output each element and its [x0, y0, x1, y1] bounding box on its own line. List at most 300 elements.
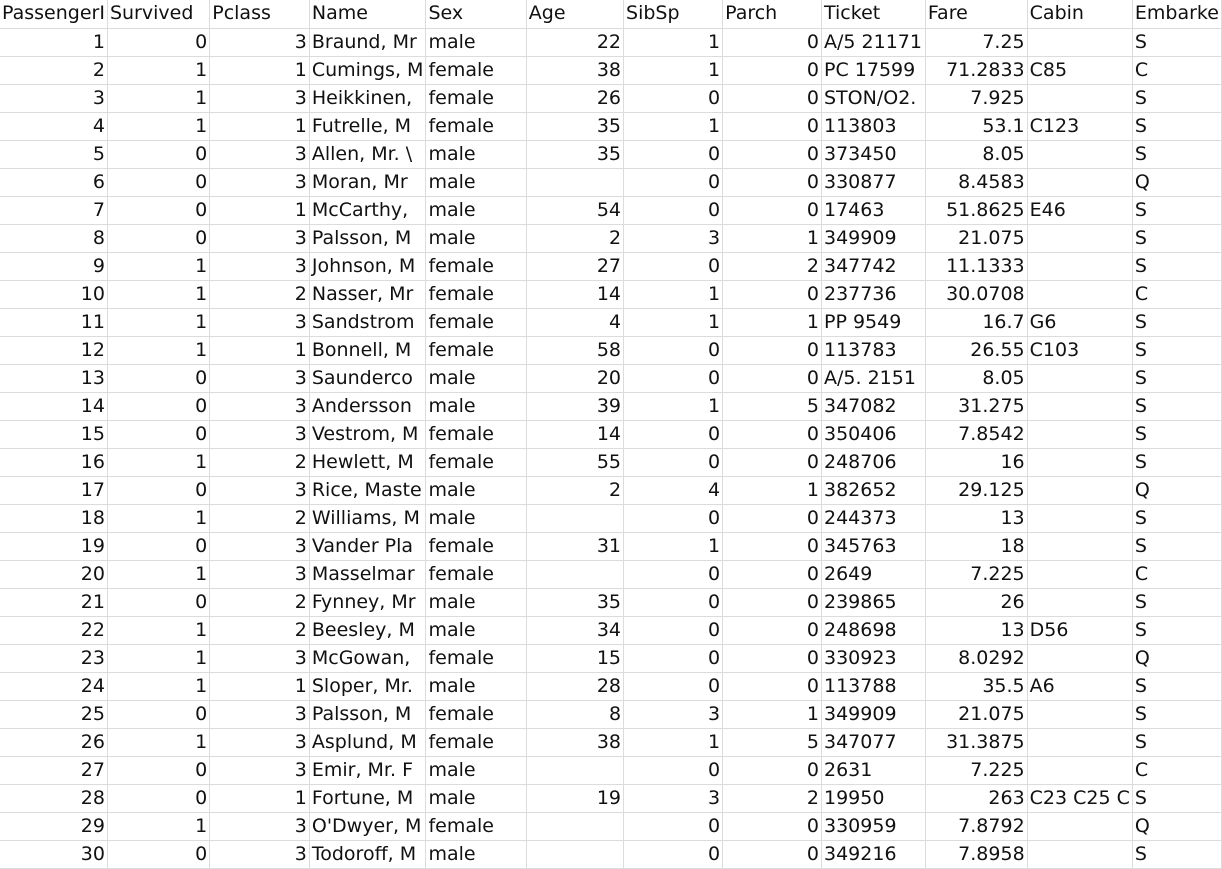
column-header-cell[interactable]: Name [309, 0, 426, 28]
table-cell[interactable]: 3 [210, 308, 310, 336]
table-cell[interactable]: 0 [723, 756, 822, 784]
table-cell[interactable]: S [1132, 224, 1221, 252]
table-cell[interactable] [1027, 280, 1132, 308]
table-cell[interactable]: 1 [624, 56, 723, 84]
table-cell[interactable]: 25 [0, 700, 107, 728]
table-cell[interactable]: 26 [925, 588, 1027, 616]
table-cell[interactable] [1027, 448, 1132, 476]
table-cell[interactable]: Todoroff, M [309, 840, 426, 868]
table-cell[interactable]: 12 [0, 336, 107, 364]
table-cell[interactable]: 0 [107, 224, 209, 252]
table-cell[interactable]: 373450 [822, 140, 926, 168]
table-cell[interactable]: C [1132, 56, 1221, 84]
table-cell[interactable] [1027, 224, 1132, 252]
table-cell[interactable]: 5 [0, 140, 107, 168]
table-cell[interactable]: 13 [0, 364, 107, 392]
table-cell[interactable]: 349909 [822, 224, 926, 252]
table-cell[interactable]: 26 [526, 84, 623, 112]
table-cell[interactable]: male [426, 476, 526, 504]
table-cell[interactable]: 1 [210, 196, 310, 224]
table-cell[interactable]: S [1132, 532, 1221, 560]
table-cell[interactable]: C [1132, 560, 1221, 588]
table-cell[interactable]: 7 [0, 196, 107, 224]
table-cell[interactable]: 1 [210, 56, 310, 84]
table-cell[interactable]: 1 [210, 336, 310, 364]
table-cell[interactable]: 3 [210, 140, 310, 168]
table-cell[interactable]: S [1132, 784, 1221, 812]
table-cell[interactable]: S [1132, 448, 1221, 476]
table-cell[interactable]: 71.2833 [925, 56, 1027, 84]
table-cell[interactable]: 31.3875 [925, 728, 1027, 756]
table-cell[interactable]: female [426, 56, 526, 84]
table-cell[interactable]: Fortune, M [309, 784, 426, 812]
table-cell[interactable]: 1 [107, 448, 209, 476]
table-cell[interactable]: S [1132, 392, 1221, 420]
table-cell[interactable] [1027, 532, 1132, 560]
table-cell[interactable]: 22 [0, 616, 107, 644]
table-cell[interactable]: 9 [0, 252, 107, 280]
table-cell[interactable]: 8.4583 [925, 168, 1027, 196]
table-cell[interactable]: 1 [723, 308, 822, 336]
table-cell[interactable]: 0 [107, 588, 209, 616]
table-cell[interactable]: 0 [624, 168, 723, 196]
table-cell[interactable]: PP 9549 [822, 308, 926, 336]
table-cell[interactable]: 1 [107, 560, 209, 588]
table-cell[interactable]: STON/O2. [822, 84, 926, 112]
table-cell[interactable]: Beesley, M [309, 616, 426, 644]
table-cell[interactable]: 0 [624, 644, 723, 672]
table-cell[interactable]: 350406 [822, 420, 926, 448]
table-cell[interactable] [526, 504, 623, 532]
table-cell[interactable]: female [426, 644, 526, 672]
table-cell[interactable]: 14 [0, 392, 107, 420]
table-cell[interactable]: 0 [723, 672, 822, 700]
table-cell[interactable]: 2 [526, 476, 623, 504]
table-cell[interactable]: 3 [210, 728, 310, 756]
column-header-cell[interactable]: Age [526, 0, 623, 28]
table-cell[interactable]: Moran, Mr [309, 168, 426, 196]
table-cell[interactable]: 0 [107, 168, 209, 196]
table-cell[interactable]: 3 [210, 756, 310, 784]
table-cell[interactable]: 330877 [822, 168, 926, 196]
table-cell[interactable]: 6 [0, 168, 107, 196]
table-cell[interactable]: 0 [723, 588, 822, 616]
table-cell[interactable]: 0 [723, 140, 822, 168]
table-cell[interactable]: S [1132, 504, 1221, 532]
table-cell[interactable]: S [1132, 364, 1221, 392]
table-cell[interactable]: 8 [526, 700, 623, 728]
table-cell[interactable]: 16 [925, 448, 1027, 476]
table-cell[interactable]: Q [1132, 476, 1221, 504]
table-cell[interactable]: 35.5 [925, 672, 1027, 700]
table-cell[interactable]: 0 [624, 196, 723, 224]
table-cell[interactable]: 31.275 [925, 392, 1027, 420]
table-cell[interactable]: 35 [526, 112, 623, 140]
table-cell[interactable]: 7.8542 [925, 420, 1027, 448]
table-cell[interactable]: 0 [624, 812, 723, 840]
table-cell[interactable]: male [426, 840, 526, 868]
table-cell[interactable]: 1 [107, 644, 209, 672]
table-cell[interactable]: 53.1 [925, 112, 1027, 140]
table-cell[interactable]: S [1132, 840, 1221, 868]
table-cell[interactable]: 5 [723, 728, 822, 756]
table-cell[interactable]: 0 [723, 336, 822, 364]
table-cell[interactable]: 347082 [822, 392, 926, 420]
table-cell[interactable]: 17 [0, 476, 107, 504]
table-cell[interactable]: Rice, Maste [309, 476, 426, 504]
table-cell[interactable]: 113803 [822, 112, 926, 140]
table-cell[interactable]: Allen, Mr. \ [309, 140, 426, 168]
table-cell[interactable]: S [1132, 700, 1221, 728]
table-cell[interactable]: S [1132, 140, 1221, 168]
table-cell[interactable]: 382652 [822, 476, 926, 504]
table-cell[interactable]: 1 [723, 700, 822, 728]
column-header-cell[interactable]: Ticket [822, 0, 926, 28]
table-cell[interactable]: 0 [723, 28, 822, 56]
table-cell[interactable] [1027, 504, 1132, 532]
table-cell[interactable]: Futrelle, M [309, 112, 426, 140]
table-cell[interactable]: 345763 [822, 532, 926, 560]
table-cell[interactable]: 0 [624, 504, 723, 532]
table-cell[interactable]: Asplund, M [309, 728, 426, 756]
table-cell[interactable]: Vestrom, M [309, 420, 426, 448]
table-cell[interactable]: Emir, Mr. F [309, 756, 426, 784]
table-cell[interactable]: 26.55 [925, 336, 1027, 364]
table-cell[interactable]: 1 [107, 616, 209, 644]
table-cell[interactable]: 58 [526, 336, 623, 364]
table-cell[interactable]: 5 [723, 392, 822, 420]
table-cell[interactable]: 237736 [822, 280, 926, 308]
table-cell[interactable]: 1 [210, 672, 310, 700]
table-cell[interactable]: 14 [526, 280, 623, 308]
table-cell[interactable]: 4 [0, 112, 107, 140]
table-cell[interactable]: 7.225 [925, 560, 1027, 588]
table-cell[interactable]: 1 [107, 84, 209, 112]
table-cell[interactable]: 0 [107, 392, 209, 420]
table-cell[interactable]: Braund, Mr [309, 28, 426, 56]
table-cell[interactable]: 1 [107, 56, 209, 84]
table-cell[interactable]: 10 [0, 280, 107, 308]
table-cell[interactable]: 3 [210, 644, 310, 672]
table-cell[interactable]: D56 [1027, 616, 1132, 644]
table-cell[interactable]: 3 [210, 840, 310, 868]
table-cell[interactable]: 21.075 [925, 224, 1027, 252]
table-cell[interactable]: 54 [526, 196, 623, 224]
table-cell[interactable]: C23 C25 C [1027, 784, 1132, 812]
table-cell[interactable]: S [1132, 196, 1221, 224]
table-cell[interactable]: 3 [210, 84, 310, 112]
table-cell[interactable]: 349216 [822, 840, 926, 868]
table-cell[interactable]: 3 [210, 420, 310, 448]
table-cell[interactable]: male [426, 168, 526, 196]
table-cell[interactable]: S [1132, 308, 1221, 336]
table-cell[interactable]: 0 [624, 672, 723, 700]
table-cell[interactable]: female [426, 336, 526, 364]
table-cell[interactable]: 2 [0, 56, 107, 84]
table-cell[interactable]: 1 [107, 280, 209, 308]
table-cell[interactable]: 8.0292 [925, 644, 1027, 672]
table-cell[interactable]: Q [1132, 812, 1221, 840]
table-cell[interactable]: McGowan, [309, 644, 426, 672]
table-cell[interactable] [526, 756, 623, 784]
table-cell[interactable]: S [1132, 616, 1221, 644]
table-cell[interactable]: female [426, 308, 526, 336]
table-cell[interactable]: A/5 21171 [822, 28, 926, 56]
table-cell[interactable]: 3 [210, 476, 310, 504]
table-cell[interactable]: C [1132, 280, 1221, 308]
table-cell[interactable]: 38 [526, 728, 623, 756]
column-header-cell[interactable]: PassengerI [0, 0, 107, 28]
table-cell[interactable]: 330959 [822, 812, 926, 840]
table-cell[interactable]: 18 [925, 532, 1027, 560]
table-cell[interactable]: Q [1132, 168, 1221, 196]
table-cell[interactable]: female [426, 728, 526, 756]
table-cell[interactable]: female [426, 532, 526, 560]
table-cell[interactable]: 28 [526, 672, 623, 700]
table-cell[interactable]: 14 [526, 420, 623, 448]
table-cell[interactable]: 4 [526, 308, 623, 336]
table-cell[interactable]: 0 [723, 616, 822, 644]
table-cell[interactable]: 15 [0, 420, 107, 448]
column-header-cell[interactable]: Survived [107, 0, 209, 28]
table-cell[interactable]: 7.225 [925, 756, 1027, 784]
table-cell[interactable]: Sandstrom [309, 308, 426, 336]
table-cell[interactable]: 7.8958 [925, 840, 1027, 868]
table-cell[interactable]: G6 [1027, 308, 1132, 336]
table-cell[interactable]: Palsson, M [309, 700, 426, 728]
table-cell[interactable]: 0 [624, 252, 723, 280]
table-cell[interactable]: 19 [526, 784, 623, 812]
table-cell[interactable]: 1 [723, 476, 822, 504]
table-cell[interactable]: 0 [624, 448, 723, 476]
table-cell[interactable]: S [1132, 84, 1221, 112]
table-cell[interactable]: 2649 [822, 560, 926, 588]
table-cell[interactable]: 30.0708 [925, 280, 1027, 308]
table-cell[interactable]: 1 [624, 280, 723, 308]
table-cell[interactable]: Palsson, M [309, 224, 426, 252]
table-cell[interactable] [526, 812, 623, 840]
table-cell[interactable]: 30 [0, 840, 107, 868]
table-cell[interactable]: 1 [624, 112, 723, 140]
table-cell[interactable]: 39 [526, 392, 623, 420]
table-cell[interactable]: 3 [624, 700, 723, 728]
table-cell[interactable]: 0 [723, 840, 822, 868]
table-cell[interactable]: 0 [624, 336, 723, 364]
table-cell[interactable]: 3 [210, 252, 310, 280]
table-cell[interactable]: 0 [723, 448, 822, 476]
column-header-cell[interactable]: Pclass [210, 0, 310, 28]
table-cell[interactable]: 0 [723, 812, 822, 840]
table-cell[interactable]: 2631 [822, 756, 926, 784]
table-cell[interactable]: Johnson, M [309, 252, 426, 280]
table-cell[interactable]: 0 [723, 504, 822, 532]
table-cell[interactable]: 28 [0, 784, 107, 812]
table-cell[interactable]: 15 [526, 644, 623, 672]
table-cell[interactable]: S [1132, 672, 1221, 700]
table-cell[interactable] [1027, 392, 1132, 420]
table-cell[interactable]: 2 [210, 616, 310, 644]
table-cell[interactable] [1027, 168, 1132, 196]
table-cell[interactable]: McCarthy, [309, 196, 426, 224]
table-cell[interactable]: 51.8625 [925, 196, 1027, 224]
table-cell[interactable]: A6 [1027, 672, 1132, 700]
table-cell[interactable]: male [426, 28, 526, 56]
table-cell[interactable]: male [426, 140, 526, 168]
table-cell[interactable]: C103 [1027, 336, 1132, 364]
table-cell[interactable]: 347077 [822, 728, 926, 756]
table-cell[interactable]: 20 [526, 364, 623, 392]
table-cell[interactable]: 21 [0, 588, 107, 616]
table-cell[interactable]: 1 [624, 392, 723, 420]
table-cell[interactable]: C [1132, 756, 1221, 784]
table-cell[interactable]: 31 [526, 532, 623, 560]
table-cell[interactable]: 8.05 [925, 364, 1027, 392]
table-cell[interactable]: 55 [526, 448, 623, 476]
table-cell[interactable]: 27 [0, 756, 107, 784]
table-cell[interactable]: female [426, 280, 526, 308]
table-cell[interactable]: 248698 [822, 616, 926, 644]
table-cell[interactable]: S [1132, 588, 1221, 616]
table-cell[interactable]: 0 [624, 616, 723, 644]
table-cell[interactable] [1027, 728, 1132, 756]
table-cell[interactable]: 3 [210, 28, 310, 56]
table-cell[interactable]: 0 [723, 168, 822, 196]
table-cell[interactable]: 0 [624, 420, 723, 448]
table-cell[interactable]: S [1132, 336, 1221, 364]
table-cell[interactable]: 16 [0, 448, 107, 476]
table-cell[interactable]: 0 [624, 84, 723, 112]
table-cell[interactable]: 0 [107, 364, 209, 392]
table-cell[interactable]: 263 [925, 784, 1027, 812]
table-cell[interactable]: 23 [0, 644, 107, 672]
column-header-cell[interactable]: SibSp [624, 0, 723, 28]
table-cell[interactable]: male [426, 756, 526, 784]
table-cell[interactable]: 26 [0, 728, 107, 756]
table-cell[interactable]: 347742 [822, 252, 926, 280]
table-cell[interactable]: 16.7 [925, 308, 1027, 336]
table-cell[interactable]: 3 [210, 812, 310, 840]
table-cell[interactable]: female [426, 420, 526, 448]
table-cell[interactable]: 4 [624, 476, 723, 504]
table-cell[interactable]: 0 [624, 756, 723, 784]
table-cell[interactable]: E46 [1027, 196, 1132, 224]
table-cell[interactable]: 11.1333 [925, 252, 1027, 280]
table-cell[interactable]: 7.8792 [925, 812, 1027, 840]
table-cell[interactable]: 13 [925, 616, 1027, 644]
table-cell[interactable]: 0 [624, 364, 723, 392]
table-cell[interactable]: 1 [107, 728, 209, 756]
table-cell[interactable]: 0 [107, 476, 209, 504]
table-cell[interactable]: Heikkinen, [309, 84, 426, 112]
table-cell[interactable]: 2 [210, 504, 310, 532]
table-cell[interactable]: C123 [1027, 112, 1132, 140]
table-cell[interactable]: 17463 [822, 196, 926, 224]
table-cell[interactable]: 1 [107, 672, 209, 700]
table-cell[interactable]: 0 [624, 840, 723, 868]
table-cell[interactable]: S [1132, 420, 1221, 448]
table-cell[interactable]: 113788 [822, 672, 926, 700]
table-cell[interactable]: 2 [526, 224, 623, 252]
table-cell[interactable]: 1 [107, 336, 209, 364]
column-header-cell[interactable]: Sex [426, 0, 526, 28]
column-header-cell[interactable]: Embarke [1132, 0, 1221, 28]
table-cell[interactable]: O'Dwyer, M [309, 812, 426, 840]
table-cell[interactable]: 0 [723, 280, 822, 308]
table-cell[interactable]: 29 [0, 812, 107, 840]
column-header-cell[interactable]: Cabin [1027, 0, 1132, 28]
table-cell[interactable] [1027, 364, 1132, 392]
table-cell[interactable] [1027, 252, 1132, 280]
table-cell[interactable]: female [426, 700, 526, 728]
table-cell[interactable]: Bonnell, M [309, 336, 426, 364]
table-cell[interactable]: Vander Pla [309, 532, 426, 560]
table-cell[interactable]: 1 [723, 224, 822, 252]
table-cell[interactable] [1027, 756, 1132, 784]
table-cell[interactable]: male [426, 616, 526, 644]
table-cell[interactable]: male [426, 784, 526, 812]
table-cell[interactable]: 0 [107, 756, 209, 784]
table-cell[interactable] [1027, 84, 1132, 112]
table-cell[interactable]: S [1132, 28, 1221, 56]
table-cell[interactable]: 20 [0, 560, 107, 588]
table-cell[interactable]: 1 [624, 532, 723, 560]
column-header-cell[interactable]: Fare [925, 0, 1027, 28]
table-cell[interactable]: S [1132, 252, 1221, 280]
table-cell[interactable]: 349909 [822, 700, 926, 728]
table-cell[interactable]: 1 [0, 28, 107, 56]
table-cell[interactable]: 8 [0, 224, 107, 252]
table-cell[interactable]: 19950 [822, 784, 926, 812]
table-cell[interactable] [1027, 588, 1132, 616]
table-cell[interactable]: female [426, 560, 526, 588]
table-cell[interactable]: 3 [210, 532, 310, 560]
table-cell[interactable]: Q [1132, 644, 1221, 672]
table-cell[interactable]: male [426, 392, 526, 420]
table-cell[interactable] [1027, 28, 1132, 56]
table-cell[interactable]: 2 [723, 784, 822, 812]
table-cell[interactable]: 2 [210, 280, 310, 308]
table-cell[interactable]: S [1132, 112, 1221, 140]
table-cell[interactable]: 0 [723, 532, 822, 560]
table-cell[interactable]: 2 [723, 252, 822, 280]
table-cell[interactable]: 2 [210, 588, 310, 616]
table-cell[interactable]: female [426, 112, 526, 140]
table-cell[interactable]: 2 [210, 448, 310, 476]
table-cell[interactable]: 239865 [822, 588, 926, 616]
table-cell[interactable]: Fynney, Mr [309, 588, 426, 616]
table-cell[interactable]: 113783 [822, 336, 926, 364]
table-cell[interactable]: 3 [210, 700, 310, 728]
table-cell[interactable] [1027, 644, 1132, 672]
table-cell[interactable]: Andersson [309, 392, 426, 420]
table-cell[interactable]: 34 [526, 616, 623, 644]
table-cell[interactable]: female [426, 252, 526, 280]
table-cell[interactable]: 1 [624, 728, 723, 756]
table-cell[interactable]: 3 [210, 364, 310, 392]
table-cell[interactable] [526, 560, 623, 588]
table-cell[interactable]: 35 [526, 588, 623, 616]
table-cell[interactable]: 1 [107, 812, 209, 840]
table-cell[interactable]: 27 [526, 252, 623, 280]
table-cell[interactable]: Williams, M [309, 504, 426, 532]
table-cell[interactable]: 7.25 [925, 28, 1027, 56]
table-cell[interactable]: Nasser, Mr [309, 280, 426, 308]
table-cell[interactable]: 1 [210, 112, 310, 140]
table-cell[interactable]: PC 17599 [822, 56, 926, 84]
table-cell[interactable]: 0 [723, 560, 822, 588]
table-cell[interactable]: male [426, 364, 526, 392]
table-cell[interactable]: Hewlett, M [309, 448, 426, 476]
